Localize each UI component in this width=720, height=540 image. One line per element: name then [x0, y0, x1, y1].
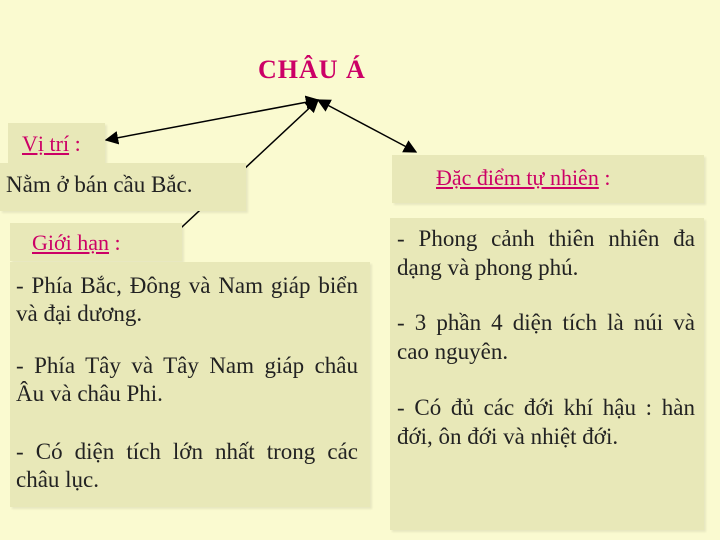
arrow-to-features — [318, 100, 416, 152]
boundaries-label-suffix: : — [109, 230, 121, 255]
location-label-box — [8, 123, 105, 163]
features-label-suffix: : — [598, 165, 611, 190]
features-label-text: Đặc điểm tự nhiên — [436, 165, 599, 190]
boundary-item: - Có diện tích lớn nhất trong các châu lục. — [16, 439, 358, 492]
features-list — [390, 218, 704, 530]
feature-item: - Có đủ các đới khí hậu : hàn đới, ôn đới và nhiệt đới. — [397, 395, 695, 449]
boundaries-label — [32, 230, 121, 256]
feature-item: - 3 phần 4 diện tích là núi và cao nguyên. — [397, 310, 695, 364]
location-text: Nằm ở bán cầu Bắc. — [6, 172, 193, 197]
boundary-item: - Phía Tây và Tây Nam giáp châu Âu và châu Phi. — [16, 353, 358, 406]
boundaries-list — [10, 262, 370, 507]
page-title: CHÂU Á — [258, 55, 366, 84]
boundary-item: - Phía Bắc, Đông và Nam giáp biển và đại dương. — [16, 273, 358, 326]
location-label-suffix: : — [69, 131, 81, 156]
boundaries-label-box — [10, 223, 182, 261]
location-label — [22, 131, 81, 157]
boundaries-label-text: Giới hạn — [32, 230, 110, 255]
location-text-box — [0, 163, 246, 211]
features-label — [436, 165, 610, 191]
arrow-to-location — [106, 100, 318, 140]
features-label-box — [392, 155, 704, 203]
feature-item: - Phong cảnh thiên nhiên đa dạng và phong phú. — [397, 226, 695, 280]
location-label-text: Vị trí — [22, 131, 70, 156]
